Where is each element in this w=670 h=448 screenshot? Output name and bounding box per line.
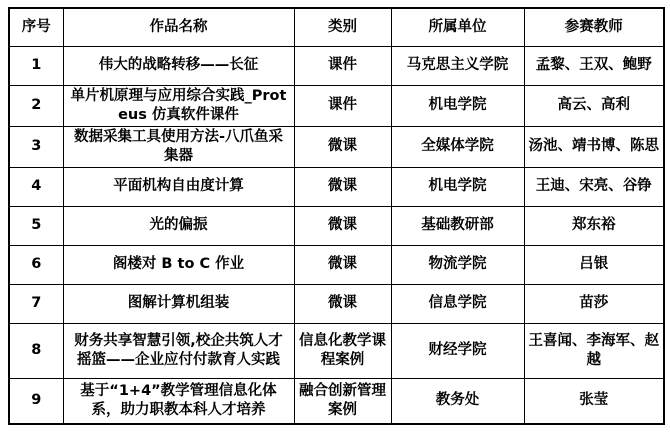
table-row [9, 246, 664, 285]
cell-category: 微课 [294, 126, 391, 167]
cell-teachers: 张莹 [524, 379, 664, 424]
cell-category: 微课 [294, 168, 391, 207]
table-row [9, 285, 664, 324]
cell-title: 财务共享智慧引领,校企共筑人才摇篮——企业应付付款育人实践 [63, 324, 294, 379]
cell-no: 7 [9, 285, 63, 324]
table-row [9, 126, 664, 167]
cell-teachers: 高云、高利 [524, 85, 664, 126]
table-row [9, 379, 664, 424]
table-row [9, 324, 664, 379]
cell-unit: 财经学院 [391, 324, 524, 379]
works-table [8, 7, 665, 425]
table-row [9, 85, 664, 126]
cell-no: 6 [9, 246, 63, 285]
cell-unit: 物流学院 [391, 246, 524, 285]
cell-no: 3 [9, 126, 63, 167]
cell-unit: 信息学院 [391, 285, 524, 324]
works-table-container [8, 7, 665, 425]
cell-teachers: 吕银 [524, 246, 664, 285]
cell-category: 微课 [294, 285, 391, 324]
cell-title: 单片机原理与应用综合实践_Proteus 仿真软件课件 [63, 85, 294, 126]
cell-teachers: 郑东裕 [524, 207, 664, 246]
cell-title: 平面机构自由度计算 [63, 168, 294, 207]
header-category: 类别 [294, 8, 391, 46]
cell-no: 2 [9, 85, 63, 126]
cell-title: 阁楼对 B to C 作业 [63, 246, 294, 285]
header-row [9, 8, 664, 46]
cell-title: 光的偏振 [63, 207, 294, 246]
cell-title: 伟大的战略转移——长征 [63, 46, 294, 85]
cell-unit: 马克思主义学院 [391, 46, 524, 85]
cell-no: 1 [9, 46, 63, 85]
cell-unit: 基础教研部 [391, 207, 524, 246]
cell-teachers: 王迪、宋亮、谷铮 [524, 168, 664, 207]
header-title: 作品名称 [63, 8, 294, 46]
header-unit: 所属单位 [391, 8, 524, 46]
cell-category: 融合创新管理案例 [294, 379, 391, 424]
cell-unit: 教务处 [391, 379, 524, 424]
cell-no: 8 [9, 324, 63, 379]
cell-unit: 机电学院 [391, 168, 524, 207]
cell-category: 微课 [294, 207, 391, 246]
cell-no: 5 [9, 207, 63, 246]
cell-unit: 机电学院 [391, 85, 524, 126]
table-row [9, 207, 664, 246]
header-no: 序号 [9, 8, 63, 46]
cell-title: 图解计算机组装 [63, 285, 294, 324]
cell-no: 9 [9, 379, 63, 424]
cell-no: 4 [9, 168, 63, 207]
cell-category: 课件 [294, 46, 391, 85]
cell-teachers: 孟黎、王双、鲍野 [524, 46, 664, 85]
cell-category: 微课 [294, 246, 391, 285]
cell-unit: 全媒体学院 [391, 126, 524, 167]
header-teachers: 参赛教师 [524, 8, 664, 46]
cell-title: 数据采集工具使用方法-八爪鱼采集器 [63, 126, 294, 167]
cell-category: 信息化教学课程案例 [294, 324, 391, 379]
cell-teachers: 苗莎 [524, 285, 664, 324]
cell-teachers: 王喜闻、李海军、赵越 [524, 324, 664, 379]
table-row [9, 46, 664, 85]
cell-title: 基于“1+4”教学管理信息化体系，助力职教本科人才培养 [63, 379, 294, 424]
cell-teachers: 汤池、靖书博、陈思 [524, 126, 664, 167]
cell-category: 课件 [294, 85, 391, 126]
table-row [9, 168, 664, 207]
